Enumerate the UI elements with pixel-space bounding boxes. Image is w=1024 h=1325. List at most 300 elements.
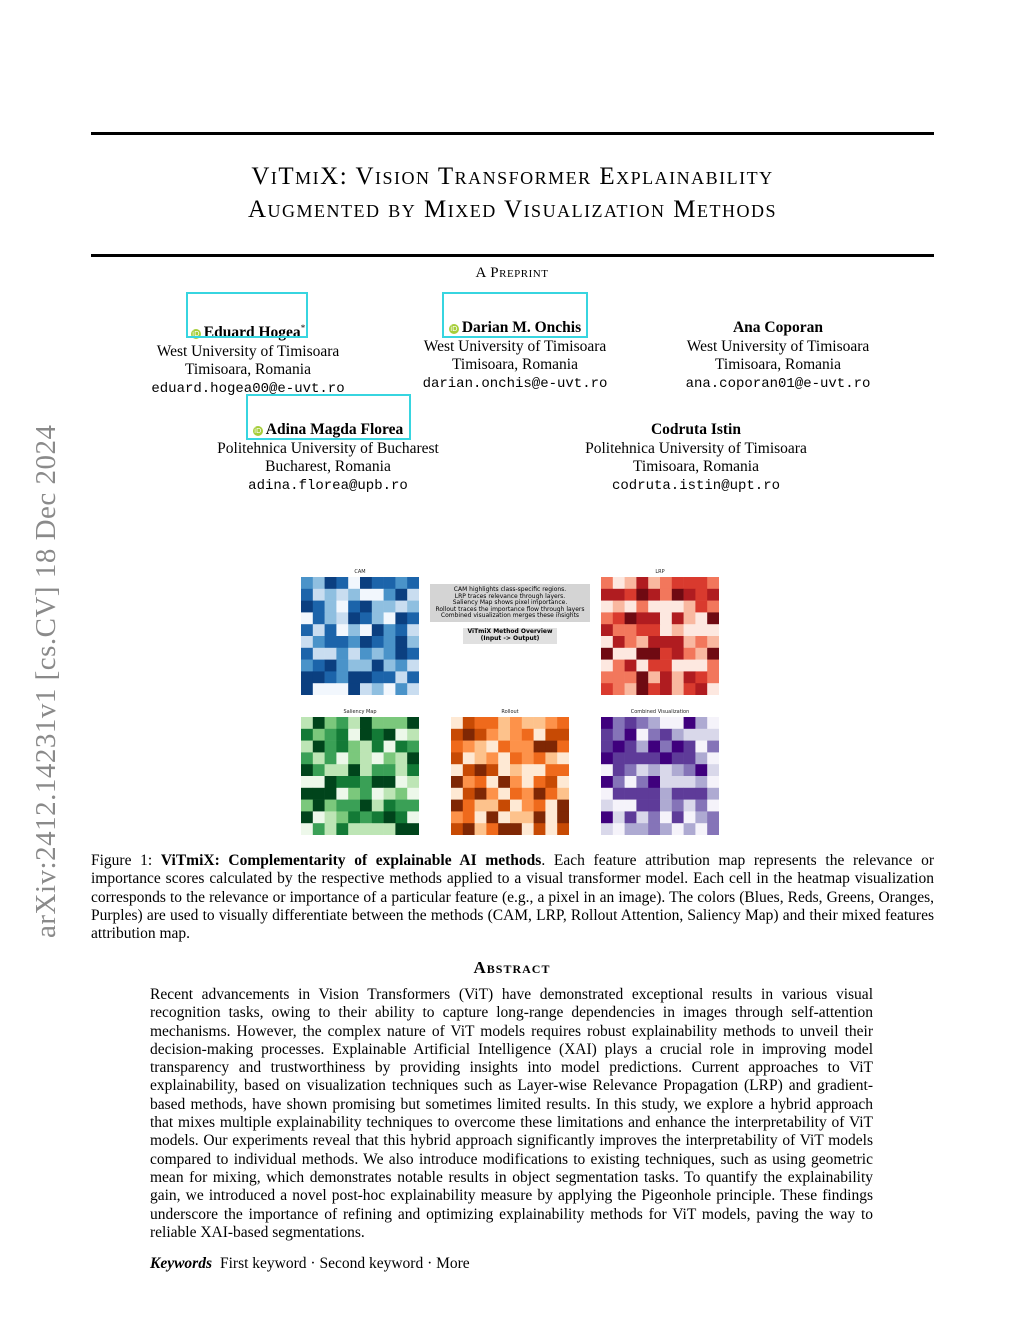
heatmap-cell bbox=[498, 741, 510, 753]
heatmap-cell bbox=[301, 612, 313, 624]
heatmap-cell bbox=[348, 776, 360, 788]
heatmap-cell bbox=[451, 729, 463, 741]
heatmap-cell bbox=[301, 729, 313, 741]
heatmap-cell bbox=[684, 811, 696, 823]
heatmap-cell bbox=[672, 811, 684, 823]
heatmap-cell bbox=[660, 823, 672, 835]
heatmap-cell bbox=[601, 800, 613, 812]
heatmap-cell bbox=[522, 752, 534, 764]
heatmap-cell bbox=[613, 823, 625, 835]
heatmap-cell bbox=[660, 741, 672, 753]
heatmap-cell bbox=[707, 683, 719, 695]
heatmap-cell bbox=[522, 788, 534, 800]
heatmap-cell bbox=[672, 788, 684, 800]
heatmap-cell bbox=[695, 823, 707, 835]
heatmap-cell bbox=[360, 717, 372, 729]
heatmap-cell bbox=[601, 776, 613, 788]
heatmap-cell bbox=[463, 811, 475, 823]
heatmap-cell bbox=[301, 752, 313, 764]
box-line: Saliency Map shows pixel importance. bbox=[452, 599, 568, 606]
panel-title: CAM bbox=[354, 569, 366, 575]
heatmap-cell bbox=[534, 776, 546, 788]
heatmap-cell bbox=[510, 776, 522, 788]
heatmap-cell bbox=[475, 823, 487, 835]
heatmap-cell bbox=[613, 671, 625, 683]
heatmap-cell bbox=[360, 741, 372, 753]
heatmap-cell bbox=[660, 788, 672, 800]
heatmap-cam bbox=[301, 569, 419, 700]
heatmap-cell bbox=[636, 612, 648, 624]
heatmap-cell bbox=[498, 764, 510, 776]
heatmap-cell bbox=[301, 624, 313, 636]
heatmap-cell bbox=[684, 776, 696, 788]
panel-title: LRP bbox=[655, 569, 665, 575]
orcid-icon[interactable]: iD bbox=[192, 330, 200, 339]
heatmap-cell bbox=[695, 624, 707, 636]
heatmap-cell bbox=[707, 776, 719, 788]
heatmap-cell bbox=[613, 589, 625, 601]
heatmap-cell bbox=[601, 671, 613, 683]
heatmap-cell bbox=[648, 800, 660, 812]
heatmap-cell bbox=[475, 741, 487, 753]
overview-line: ViTmiX Method Overview bbox=[467, 628, 553, 635]
heatmap-cell bbox=[360, 671, 372, 683]
overview-line: (Input -> Output) bbox=[480, 634, 540, 642]
panel-title: Rollout bbox=[501, 709, 519, 715]
heatmap-cell bbox=[395, 811, 407, 823]
heatmap-cell bbox=[407, 811, 419, 823]
heatmap-cell bbox=[301, 717, 313, 729]
heatmap-cell bbox=[395, 729, 407, 741]
title-bottom-rule bbox=[91, 254, 934, 257]
heatmap-grid bbox=[301, 577, 419, 695]
heatmap-cell bbox=[407, 589, 419, 601]
author-affiliation: West University of Timisoara bbox=[156, 342, 340, 360]
heatmap-cell bbox=[695, 741, 707, 753]
heatmap-cell bbox=[648, 601, 660, 613]
heatmap-cell bbox=[313, 788, 325, 800]
heatmap-cell bbox=[534, 800, 546, 812]
heatmap-cell bbox=[707, 811, 719, 823]
heatmap-cell bbox=[336, 671, 348, 683]
link-highlight-box bbox=[186, 292, 308, 338]
heatmap-cell bbox=[534, 741, 546, 753]
heatmap-cell bbox=[672, 624, 684, 636]
heatmap-cell bbox=[695, 800, 707, 812]
heatmap-cell bbox=[613, 601, 625, 613]
author-email[interactable]: codruta.istin@upt.ro bbox=[611, 477, 781, 494]
heatmap-cell bbox=[625, 741, 637, 753]
paper-title bbox=[91, 160, 934, 226]
heatmap-cell bbox=[395, 800, 407, 812]
heatmap-cell bbox=[672, 601, 684, 613]
heatmap-cell bbox=[534, 729, 546, 741]
heatmap-cell bbox=[325, 752, 337, 764]
keywords-list: First keyword · Second keyword · More bbox=[220, 1255, 470, 1272]
box-line: Combined visualization merges these insights bbox=[440, 612, 580, 619]
heatmap-cell bbox=[534, 752, 546, 764]
heatmap-cell bbox=[557, 823, 569, 835]
heatmap-cell bbox=[660, 671, 672, 683]
heatmap-cell bbox=[636, 671, 648, 683]
heatmap-cell bbox=[384, 776, 396, 788]
heatmap-cell bbox=[384, 624, 396, 636]
heatmap-cell bbox=[301, 823, 313, 835]
heatmap-cell bbox=[348, 717, 360, 729]
heatmap-lrp bbox=[601, 569, 719, 700]
heatmap-cell bbox=[660, 717, 672, 729]
heatmap-cell bbox=[360, 589, 372, 601]
heatmap-cell bbox=[684, 636, 696, 648]
heatmap-cell bbox=[348, 671, 360, 683]
author-email[interactable]: ana.coporan01@e-uvt.ro bbox=[685, 375, 871, 392]
heatmap-cell bbox=[372, 648, 384, 660]
heatmap-cell bbox=[648, 823, 660, 835]
heatmap-cell bbox=[395, 788, 407, 800]
heatmap-cell bbox=[407, 776, 419, 788]
heatmap-cell bbox=[360, 752, 372, 764]
heatmap-cell bbox=[407, 717, 419, 729]
heatmap-cell bbox=[498, 823, 510, 835]
heatmap-cell bbox=[348, 764, 360, 776]
heatmap-combined bbox=[601, 709, 719, 840]
orcid-icon[interactable]: iD bbox=[450, 325, 458, 333]
heatmap-cell bbox=[325, 800, 337, 812]
heatmap-cell bbox=[395, 601, 407, 613]
heatmap-cell bbox=[510, 764, 522, 776]
heatmap-cell bbox=[395, 717, 407, 729]
heatmap-cell bbox=[601, 636, 613, 648]
keywords-line bbox=[150, 1255, 470, 1273]
heatmap-cell bbox=[360, 612, 372, 624]
heatmap-cell bbox=[336, 660, 348, 672]
heatmap-cell bbox=[313, 741, 325, 753]
heatmap-cell bbox=[475, 717, 487, 729]
heatmap-grid bbox=[301, 717, 419, 835]
heatmap-cell bbox=[336, 776, 348, 788]
author-name[interactable]: Darian M. Onchis bbox=[461, 319, 582, 336]
heatmap-cell bbox=[684, 648, 696, 660]
heatmap-cell bbox=[395, 823, 407, 835]
heatmap-cell bbox=[451, 800, 463, 812]
heatmap-cell bbox=[301, 811, 313, 823]
heatmap-cell bbox=[325, 648, 337, 660]
heatmap-cell bbox=[601, 577, 613, 589]
heatmap-cell bbox=[348, 729, 360, 741]
heatmap-cell bbox=[557, 752, 569, 764]
heatmap-cell bbox=[463, 800, 475, 812]
heatmap-cell bbox=[348, 811, 360, 823]
heatmap-cell bbox=[313, 800, 325, 812]
heatmap-cell bbox=[636, 624, 648, 636]
heatmap-cell bbox=[360, 660, 372, 672]
heatmap-cell bbox=[336, 811, 348, 823]
heatmap-rollout bbox=[451, 709, 569, 840]
box-line: Rollout traces the importance flow through layers bbox=[435, 605, 585, 613]
heatmap-cell bbox=[660, 624, 672, 636]
heatmap-cell bbox=[336, 612, 348, 624]
heatmap-cell bbox=[348, 752, 360, 764]
heatmap-cell bbox=[601, 823, 613, 835]
heatmap-cell bbox=[498, 729, 510, 741]
heatmap-cell bbox=[372, 671, 384, 683]
heatmap-cell bbox=[636, 577, 648, 589]
heatmap-cell bbox=[486, 823, 498, 835]
heatmap-cell bbox=[407, 612, 419, 624]
heatmap-cell bbox=[325, 589, 337, 601]
abstract-text: Recent advancements in Vision Transformers (ViT) have demonstrated exceptional results in various visual recognition tasks, owing to their ability to capture long-range dependencies in images through self-attention mechanisms. However, the complex nature of ViT models requires robust explainability methods to unveil their decision-making processes. Explainable Artificial Intelligence (XAI) plays a crucial role in improving model transparency and trustworthiness by providing insights into model predictions. Current approaches to ViT explainability, based on visualization techniques such as Layer-wise Relevance Propagation (LRP) and gradient-based methods, have shown promising but sometimes limited results. In this study, we explore a hybrid approach that mixes multiple explainability techniques to overcome these limitations and enhance the interpretability of ViT models. Our experiments reveal that this hybrid approach significantly improves the interpretability of ViT models compared to individual methods. We also introduce modifications to existing techniques, such as using geometric mean for mixing, which demonstrates notable results in object segmentation tasks. To quantify the explainability gain, we introduced a novel post-hoc explainability measure by applying the Pigeonhole principle. These findings underscore the importance of refining and optimizing explainability methods for ViT models, paving the way to reliable XAI-based segmentations. bbox=[150, 986, 873, 1241]
heatmap-cell bbox=[451, 764, 463, 776]
heatmap-cell bbox=[407, 752, 419, 764]
heatmap-cell bbox=[601, 788, 613, 800]
heatmap-cell bbox=[534, 788, 546, 800]
heatmap-cell bbox=[601, 811, 613, 823]
heatmap-cell bbox=[672, 683, 684, 695]
author-location: Timisoara, Romania bbox=[714, 356, 841, 373]
heatmap-cell bbox=[475, 776, 487, 788]
author-affiliation: Politehnica University of Bucharest bbox=[217, 439, 439, 457]
heatmap-cell bbox=[522, 729, 534, 741]
heatmap-cell bbox=[336, 752, 348, 764]
author-email[interactable]: adina.florea@upb.ro bbox=[248, 477, 408, 494]
heatmap-cell bbox=[625, 752, 637, 764]
heatmap-cell bbox=[348, 648, 360, 660]
heatmap-cell bbox=[372, 788, 384, 800]
author-location: Timisoara, Romania bbox=[451, 356, 578, 373]
author-name: Codruta Istin bbox=[650, 421, 741, 438]
heatmap-cell bbox=[301, 764, 313, 776]
author-email[interactable]: eduard.hogea00@e-uvt.ro bbox=[151, 380, 345, 397]
heatmap-cell bbox=[372, 811, 384, 823]
heatmap-cell bbox=[313, 823, 325, 835]
heatmap-cell bbox=[684, 683, 696, 695]
arxiv-identifier[interactable]: arXiv:2412.14231v1 [cs.CV] 18 Dec 2024 bbox=[30, 424, 62, 938]
heatmap-cell bbox=[707, 741, 719, 753]
heatmap-cell bbox=[534, 811, 546, 823]
heatmap-cell bbox=[707, 660, 719, 672]
heatmap-cell bbox=[636, 648, 648, 660]
heatmap-cell bbox=[325, 811, 337, 823]
heatmap-cell bbox=[475, 764, 487, 776]
heatmap-cell bbox=[613, 636, 625, 648]
heatmap-cell bbox=[684, 601, 696, 613]
heatmap-cell bbox=[395, 671, 407, 683]
heatmap-cell bbox=[360, 788, 372, 800]
heatmap-cell bbox=[660, 776, 672, 788]
heatmap-cell bbox=[325, 764, 337, 776]
heatmap-cell bbox=[372, 577, 384, 589]
heatmap-cell bbox=[325, 660, 337, 672]
heatmap-cell bbox=[336, 601, 348, 613]
heatmap-cell bbox=[648, 648, 660, 660]
heatmap-cell bbox=[695, 636, 707, 648]
heatmap-cell bbox=[707, 752, 719, 764]
heatmap-cell bbox=[384, 660, 396, 672]
heatmap-cell bbox=[451, 823, 463, 835]
heatmap-cell bbox=[510, 729, 522, 741]
heatmap-cell bbox=[301, 683, 313, 695]
heatmap-cell bbox=[463, 776, 475, 788]
heatmap-cell bbox=[395, 764, 407, 776]
heatmap-cell bbox=[372, 660, 384, 672]
heatmap-cell bbox=[601, 752, 613, 764]
heatmap-cell bbox=[636, 788, 648, 800]
heatmap-cell bbox=[313, 589, 325, 601]
heatmap-cell bbox=[522, 717, 534, 729]
heatmap-cell bbox=[486, 811, 498, 823]
author-affiliation: Politehnica University of Timisoara bbox=[585, 439, 807, 457]
abstract-heading: Abstract bbox=[473, 958, 551, 977]
heatmap-cell bbox=[384, 683, 396, 695]
heatmap-cell bbox=[384, 764, 396, 776]
heatmap-cell bbox=[613, 788, 625, 800]
link-highlight-box bbox=[442, 292, 588, 338]
heatmap-cell bbox=[684, 764, 696, 776]
heatmap-cell bbox=[625, 577, 637, 589]
heatmap-cell bbox=[336, 577, 348, 589]
heatmap-cell bbox=[325, 601, 337, 613]
heatmap-cell bbox=[707, 764, 719, 776]
heatmap-cell bbox=[348, 823, 360, 835]
heatmap-cell bbox=[545, 717, 557, 729]
heatmap-cell bbox=[510, 788, 522, 800]
heatmap-cell bbox=[648, 660, 660, 672]
caption-label: Figure 1: bbox=[91, 852, 153, 869]
heatmap-cell bbox=[348, 741, 360, 753]
heatmap-cell bbox=[384, 577, 396, 589]
heatmap-cell bbox=[672, 636, 684, 648]
heatmap-cell bbox=[325, 683, 337, 695]
heatmap-cell bbox=[695, 612, 707, 624]
heatmap-cell bbox=[463, 741, 475, 753]
heatmap-cell bbox=[660, 612, 672, 624]
heatmap-cell bbox=[372, 741, 384, 753]
heatmap-cell bbox=[372, 624, 384, 636]
heatmap-cell bbox=[486, 717, 498, 729]
heatmap-cell bbox=[648, 776, 660, 788]
heatmap-cell bbox=[534, 823, 546, 835]
heatmap-cell bbox=[463, 788, 475, 800]
author-name[interactable]: Eduard Hogea bbox=[203, 324, 301, 342]
heatmap-cell bbox=[636, 811, 648, 823]
heatmap-cell bbox=[625, 729, 637, 741]
heatmap-cell bbox=[463, 729, 475, 741]
heatmap-cell bbox=[613, 776, 625, 788]
heatmap-cell bbox=[313, 717, 325, 729]
heatmap-cell bbox=[348, 601, 360, 613]
author-email[interactable]: darian.onchis@e-uvt.ro bbox=[422, 375, 608, 392]
heatmap-cell bbox=[336, 729, 348, 741]
heatmap-cell bbox=[372, 683, 384, 695]
heatmap-cell bbox=[463, 764, 475, 776]
heatmap-cell bbox=[636, 729, 648, 741]
heatmap-cell bbox=[384, 788, 396, 800]
heatmap-cell bbox=[301, 741, 313, 753]
heatmap-cell bbox=[360, 577, 372, 589]
orcid-icon[interactable]: iD bbox=[254, 427, 262, 435]
heatmap-cell bbox=[451, 776, 463, 788]
heatmap-cell bbox=[348, 800, 360, 812]
heatmap-cell bbox=[313, 612, 325, 624]
heatmap-cell bbox=[395, 752, 407, 764]
heatmap-cell bbox=[475, 752, 487, 764]
heatmap-cell bbox=[372, 717, 384, 729]
heatmap-cell bbox=[384, 811, 396, 823]
heatmap-cell bbox=[707, 577, 719, 589]
heatmap-cell bbox=[695, 717, 707, 729]
heatmap-cell bbox=[636, 636, 648, 648]
heatmap-cell bbox=[684, 752, 696, 764]
heatmap-cell bbox=[625, 624, 637, 636]
heatmap-cell bbox=[545, 776, 557, 788]
heatmap-cell bbox=[372, 636, 384, 648]
heatmap-cell bbox=[395, 624, 407, 636]
heatmap-cell bbox=[360, 648, 372, 660]
heatmap-cell bbox=[672, 577, 684, 589]
heatmap-cell bbox=[486, 776, 498, 788]
heatmap-cell bbox=[384, 671, 396, 683]
heatmap-cell bbox=[707, 800, 719, 812]
heatmap-cell bbox=[395, 683, 407, 695]
heatmap-cell bbox=[672, 800, 684, 812]
heatmap-cell bbox=[625, 648, 637, 660]
heatmap-cell bbox=[601, 589, 613, 601]
heatmap-cell bbox=[407, 800, 419, 812]
heatmap-cell bbox=[325, 717, 337, 729]
heatmap-cell bbox=[545, 764, 557, 776]
heatmap-cell bbox=[695, 601, 707, 613]
panel-title: Combined Visualization bbox=[630, 709, 690, 715]
heatmap-cell bbox=[672, 729, 684, 741]
heatmap-cell bbox=[407, 601, 419, 613]
heatmap-cell bbox=[325, 741, 337, 753]
heatmap-cell bbox=[360, 764, 372, 776]
author-affiliation: West University of Timisoara bbox=[686, 337, 870, 355]
heatmap-cell bbox=[372, 612, 384, 624]
heatmap-cell bbox=[636, 741, 648, 753]
author-affiliation: West University of Timisoara bbox=[423, 337, 607, 355]
heatmap-cell bbox=[336, 741, 348, 753]
heatmap-cell bbox=[510, 800, 522, 812]
heatmap-cell bbox=[301, 589, 313, 601]
heatmap-cell bbox=[522, 800, 534, 812]
author-location: Bucharest, Romania bbox=[265, 458, 391, 475]
heatmap-cell bbox=[360, 823, 372, 835]
heatmap-cell bbox=[486, 729, 498, 741]
box-line: CAM highlights class-specific regions. bbox=[453, 586, 567, 593]
heatmap-cell bbox=[707, 648, 719, 660]
heatmap-cell bbox=[475, 811, 487, 823]
heatmap-cell bbox=[695, 776, 707, 788]
heatmap-cell bbox=[336, 717, 348, 729]
heatmap-cell bbox=[463, 823, 475, 835]
heatmap-cell bbox=[534, 764, 546, 776]
heatmap-cell bbox=[648, 741, 660, 753]
heatmap-cell bbox=[648, 811, 660, 823]
heatmap-cell bbox=[695, 811, 707, 823]
heatmap-cell bbox=[336, 823, 348, 835]
heatmap-cell bbox=[522, 811, 534, 823]
heatmap-cell bbox=[545, 752, 557, 764]
heatmap-cell bbox=[336, 800, 348, 812]
heatmap-cell bbox=[684, 671, 696, 683]
heatmap-cell bbox=[660, 800, 672, 812]
heatmap-cell bbox=[325, 823, 337, 835]
caption-bold: ViTmiX: Complementarity of explainable AI methods bbox=[160, 852, 542, 869]
author-name[interactable]: Adina Magda Florea bbox=[265, 421, 404, 438]
heatmap-cell bbox=[463, 717, 475, 729]
heatmap-cell bbox=[684, 624, 696, 636]
